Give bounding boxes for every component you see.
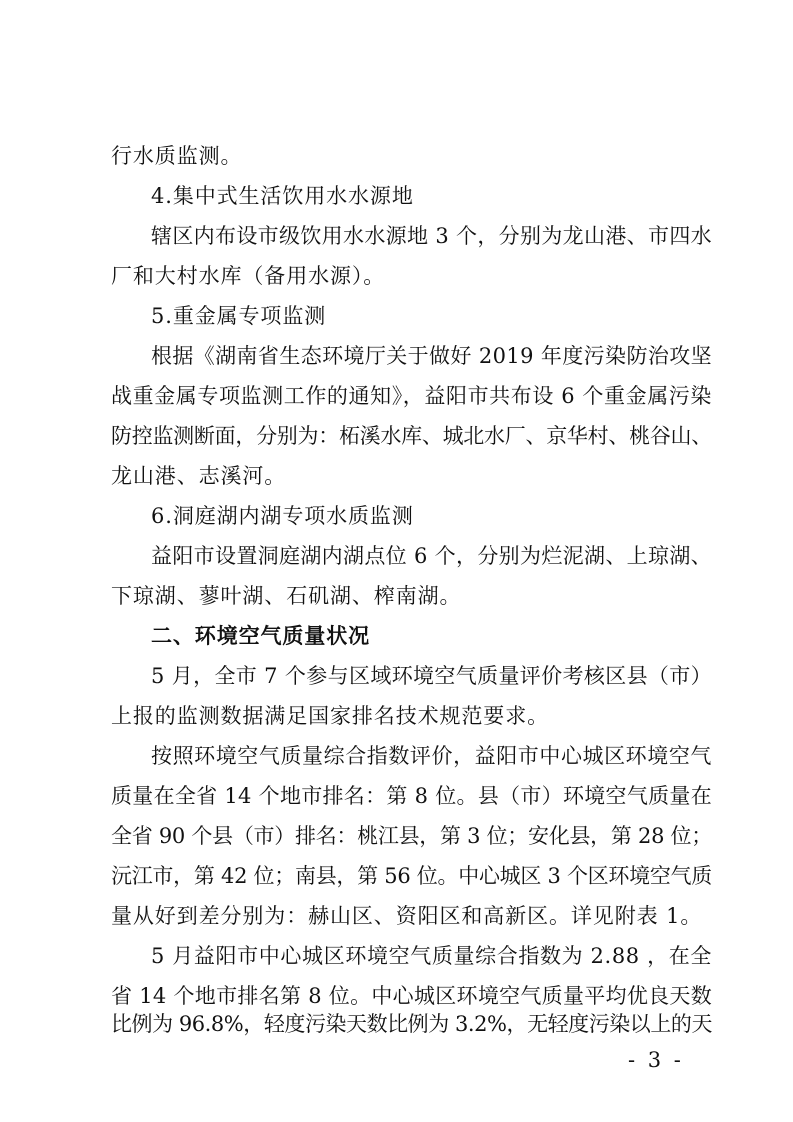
- paragraph-line: 按照环境空气质量综合指数评价，益阳市中心城区环境空气: [151, 744, 712, 768]
- section-heading: 6.洞庭湖内湖专项水质监测: [151, 504, 414, 528]
- section-heading: 4.集中式生活饮用水水源地: [151, 184, 414, 208]
- paragraph-line: 战重金属专项监测工作的通知》，益阳市共布设 6 个重金属污染: [111, 384, 712, 408]
- paragraph-line: 5 月益阳市中心城区环境空气质量综合指数为 2.88 ，在全: [151, 944, 712, 968]
- chapter-heading: 二、环境空气质量状况: [151, 624, 370, 648]
- paragraph-line: 比例为 96.8%，轻度污染天数比例为 3.2%，无轻度污染以上的天: [111, 1012, 712, 1036]
- paragraph-line: 下琼湖、蓼叶湖、石矶湖、榨南湖。: [111, 584, 462, 608]
- paragraph-line: 行水质监测。: [111, 144, 243, 168]
- paragraph-line: 省 14 个地市排名第 8 位。中心城区环境空气质量平均优良天数: [111, 984, 712, 1008]
- paragraph-line: 辖区内布设市级饮用水水源地 3 个，分别为龙山港、市四水: [151, 224, 712, 248]
- paragraph-line: 上报的监测数据满足国家排名技术规范要求。: [111, 704, 549, 728]
- section-heading: 5.重金属专项监测: [151, 304, 327, 328]
- paragraph-line: 全省 90 个县（市）排名：桃江县，第 3 位；安化县，第 28 位；: [111, 824, 712, 848]
- paragraph-line: 龙山港、志溪河。: [111, 464, 287, 488]
- page-number: - 3 -: [628, 1048, 684, 1072]
- paragraph-line: 厂和大村水库（备用水源）。: [111, 264, 386, 288]
- paragraph-line: 沅江市，第 42 位；南县，第 56 位。中心城区 3 个区环境空气质: [111, 864, 712, 888]
- paragraph-line: 5 月，全市 7 个参与区域环境空气质量评价考核区县（市）: [151, 664, 712, 688]
- paragraph-line: 根据《湖南省生态环境厅关于做好 2019 年度污染防治攻坚: [151, 344, 712, 368]
- paragraph-line: 量从好到差分别为：赫山区、资阳区和高新区。详见附表 1。: [111, 904, 703, 928]
- paragraph-line: 质量在全省 14 个地市排名：第 8 位。县（市）环境空气质量在: [111, 784, 712, 808]
- paragraph-line: 防控监测断面，分别为：柘溪水库、城北水厂、京华村、桃谷山、: [111, 424, 712, 448]
- paragraph-line: 益阳市设置洞庭湖内湖点位 6 个，分别为烂泥湖、上琼湖、: [151, 544, 712, 568]
